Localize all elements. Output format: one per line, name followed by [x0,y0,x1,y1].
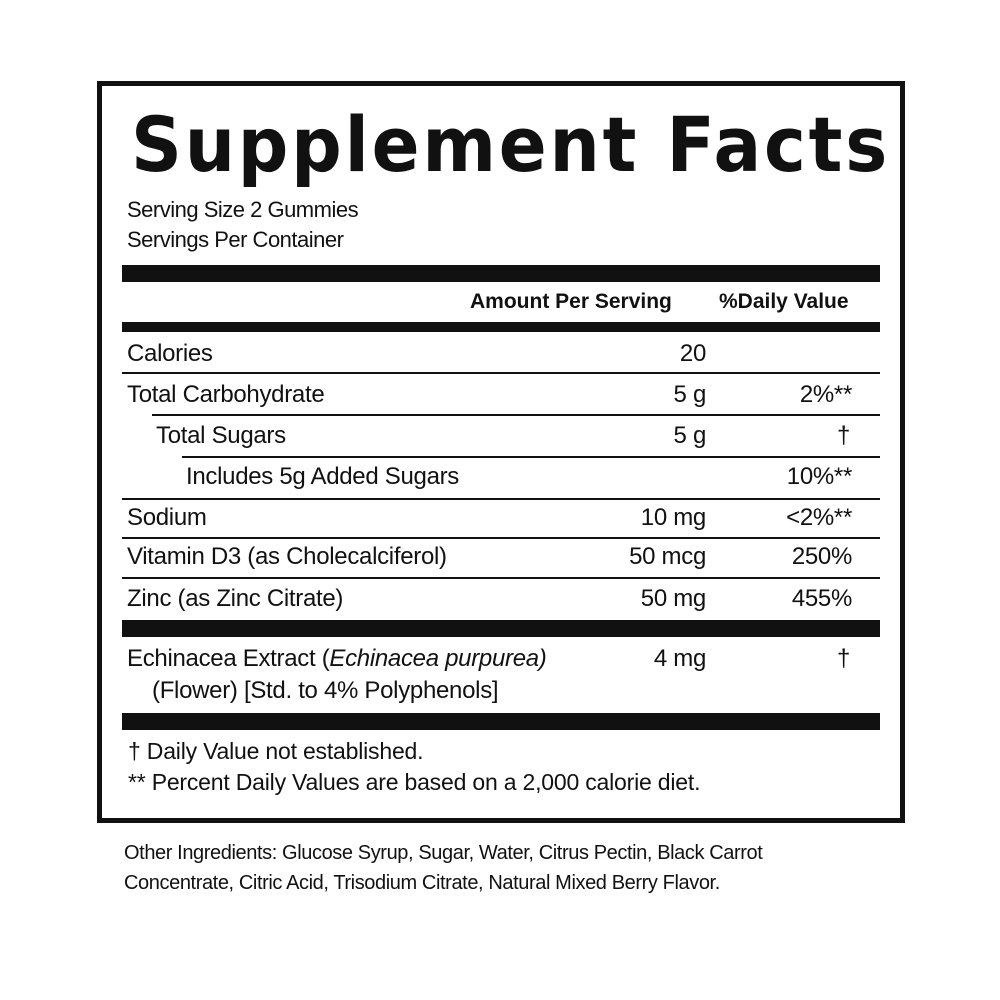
servings-per-container: Servings Per Container [127,227,344,252]
other-ingredients-line2: Concentrate, Citric Acid, Trisodium Citrate, Natural Mixed Berry Flavor. [124,872,720,894]
serving-size: Serving Size 2 Gummies [127,197,359,222]
nutrient-name: Zinc (as Zinc Citrate) [127,585,344,612]
row-divider [122,577,880,579]
other-ingredients [124,838,884,898]
medium-divider [122,322,880,332]
nutrient-amount: 50 mcg [629,543,706,570]
panel-title: Supplement Facts [131,100,891,189]
supplement-facts-panel [97,81,905,823]
nutrient-name: Sodium [127,504,207,531]
nutrient-amount: 20 [679,340,706,367]
nutrient-name: Calories [127,340,213,367]
nutrient-daily-value: † [836,422,850,449]
nutrient-name: Includes 5g Added Sugars [186,463,460,490]
other-ingredients-line1: Other Ingredients: Glucose Syrup, Sugar, Water, Citrus Pectin, Black Carrot [124,842,763,864]
nutrient-name: Total Carbohydrate [127,381,325,408]
header-daily-value: %Daily Value [719,290,849,313]
row-divider [122,498,880,500]
row-divider [152,414,880,416]
nutrient-name: Total Sugars [156,422,286,449]
botanical-name: Echinacea Extract (Echinacea purpurea) [127,645,547,672]
nutrient-daily-value: <2%** [786,504,852,531]
nutrient-amount: 10 mg [640,504,706,531]
footnote-dagger: † Daily Value not established. [128,738,424,764]
nutrient-name: Vitamin D3 (as Cholecalciferol) [127,543,447,570]
nutrient-amount: 5 g [673,381,706,408]
botanical-amount: 4 mg [653,645,706,672]
thick-divider-top [122,265,880,282]
nutrient-amount: 5 g [673,422,706,449]
thick-divider-middle [122,620,880,637]
botanical-name-line2: (Flower) [Std. to 4% Polyphenols] [152,677,499,704]
nutrient-daily-value: 10%** [786,463,852,490]
row-divider [182,456,880,458]
row-divider [122,537,880,539]
nutrient-daily-value: 2%** [799,381,852,408]
thick-divider-bottom [122,713,880,730]
nutrient-daily-value: 455% [791,585,852,612]
nutrient-daily-value: 250% [791,543,852,570]
botanical-daily-value: † [836,645,850,672]
row-divider [122,372,880,374]
footnote-daily-values: ** Percent Daily Values are based on a 2,000 calorie diet. [128,769,701,795]
header-amount-per-serving: Amount Per Serving [470,290,672,313]
nutrient-amount: 50 mg [640,585,706,612]
